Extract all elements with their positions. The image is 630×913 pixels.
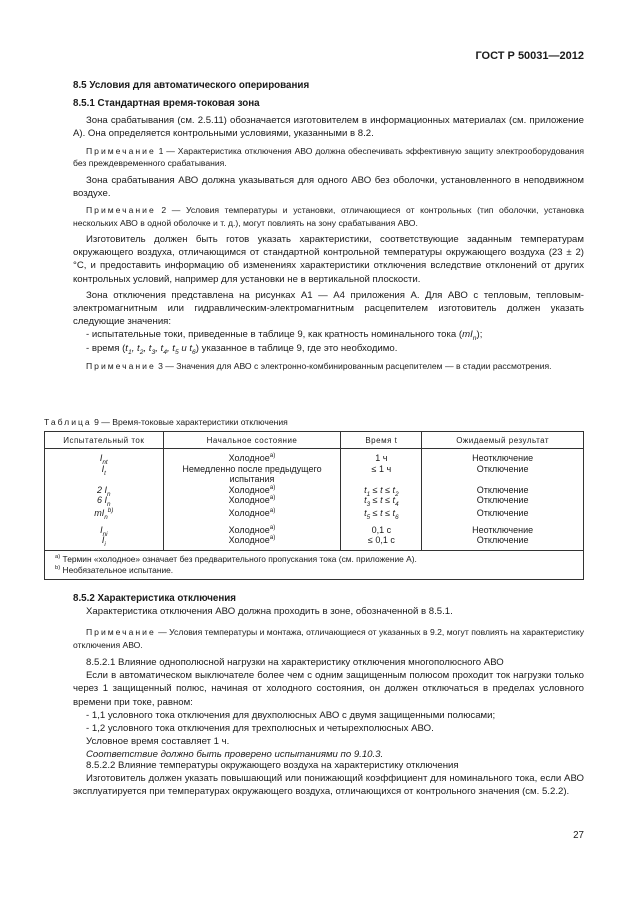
list-item: - 1,1 условного тока отключения для двухполюсных АВО с двумя защищенными полюсами; [86, 709, 496, 721]
caption-text: 9 — Время-токовые характеристики отключения [91, 417, 288, 427]
section-8-5-2-1 [73, 656, 584, 762]
caption-label: Таблица [44, 417, 92, 427]
note-text: 2 — Условия температуры и установки, отличающиеся от контрольных (тип оболочки, установка нескольких АВО в одной оболочке и т. д.), могут повлиять на зону срабатывания АВО. [73, 205, 584, 228]
footnotes-cell [45, 550, 584, 579]
table-caption [44, 416, 555, 429]
note-text: 1 — Характеристика отключения АВО должна обеспечивать эффективную защиту электрооборудования без преждевременного срабатывания. [73, 145, 584, 169]
note [73, 626, 584, 651]
paragraph: Характеристика отключения АВО должна проходить в зоне, обозначенной в 8.5.1. [86, 606, 453, 618]
footnote: $^{а)}$ Термин «холодное» означает без предварительного пропускания тока (см. приложение А). [55, 553, 417, 564]
initial-state-cell: Холодное$^{а)}$ Немедленно после предыдущего испытания Холодное$^{а)}$ Холодное$^{а)}$ Холодное$^{а)}$ Холодное$^{а)}$ Холодное$^{а)}$ [163, 449, 341, 551]
list-item: - 1,2 условного тока отключения для трехполюсных и четырехполюсных АВО. [86, 723, 434, 735]
test-current-cell: $I_{nt}$ $I_t$ 2 $I_n$ 6 $I_n$ $mI_n^{b)}$ $I_{ni}$ $I_i$ [45, 449, 164, 551]
note-label: Примечание [86, 627, 156, 638]
paragraph: Если в автоматическом выключателе более чем с одним защищенным полюсом проходит ток нагрузки только через 1 защищенный полюс, начиная от холодного состояния, он должен отключаться в пределах условного времени при токе, равном: [73, 670, 584, 708]
result-value: Отключение [476, 535, 529, 546]
page-number: 27 [573, 830, 584, 841]
list-text: ) указанное в таблице 9, где это необходимо. [195, 342, 398, 354]
list-item [73, 342, 584, 355]
heading: 8.5.2.1 Влияние однополюсной нагрузки на характеристику отключения многополюсного АВО [86, 657, 504, 668]
heading: 8.5 Условия для автоматического оперирования [73, 80, 310, 91]
heading: 8.5.1 Стандартная время-токовая зона [73, 98, 260, 109]
table-header-row [45, 432, 584, 449]
note [73, 145, 584, 170]
paragraph: Соответствие должно быть проверено испытаниями по 9.10.3. [86, 749, 384, 761]
result-value: Неотключение [472, 524, 534, 535]
paragraph: Зона отключения представлена на рисунках А1 — А4 приложения А. Для АВО с тепловым, тепловым-электромагнитным или гидравлическим-электромагнитным расцепителем изготовитель должен указать следующие значения: [73, 289, 584, 328]
note [73, 360, 584, 373]
result-cell [422, 449, 584, 551]
column-header: Начальное состояние [163, 432, 341, 449]
table-footnotes [45, 550, 584, 579]
time-symbols: $t_1$, $t_2$, $t_3$, $t_4$, $t_5$ и $t_6$ [125, 342, 196, 356]
result-value: Неотключение [472, 453, 534, 463]
footnote-text: Необязательное испытание. [62, 564, 174, 575]
note-label: Примечание [86, 360, 156, 371]
note-text: 3 — Значения для АВО с электронно-комбинированным расцепителем — в стадии рассмотрения. [155, 360, 552, 371]
note-label: Примечание [86, 205, 156, 216]
column-header: Ожидаемый результат [422, 432, 584, 449]
result-value: Отключение [476, 484, 529, 495]
result-value: Отключение [476, 463, 529, 474]
note-label: Примечание [86, 145, 156, 156]
column-header: Время t [341, 432, 422, 449]
note-text: — Условия температуры и монтажа, отличающиеся от указанных в 9.2, могут повлиять на характеристику отключения АВО. [73, 627, 584, 650]
paragraph: Условное время составляет 1 ч. [86, 736, 230, 748]
time-current-table [44, 431, 584, 580]
document-id: ГОСТ Р 50031—2012 [475, 50, 584, 62]
paragraph: Зона срабатывания (см. 2.5.11) обозначается изготовителем в информационных материалах (см. приложение А). Она определяется контрольными условиями, указанными в 8.2. [73, 115, 584, 140]
paragraph: Изготовитель должен указать повышающий или понижающий коэффициент для номинального тока, если АВО эксплуатируется при температурах окружающего воздуха, отличающихся от контрольного значения (см. 5.2.2). [73, 773, 584, 798]
list-text: - испытательные токи, приведенные в таблице 9, как кратность номинального тока ( [86, 329, 463, 341]
footnote-text: Термин «холодное» означает без предварительного пропускания тока (см. приложение А). [62, 553, 417, 564]
formula: mI [462, 329, 473, 341]
list-text: ); [476, 329, 483, 341]
section-8-5-2 [73, 592, 584, 651]
time-cell: 1 ч ≤ 1 ч $t_1 \le t \le t_2$ $t_3 \le t \le t_4$ $t_5 \le t \le t_6$ 0,1 с ≤ 0,1 с [341, 449, 422, 551]
section-8-5-title [73, 79, 584, 92]
paragraph: Изготовитель должен быть готов указать характеристики, соответствующие заданным температурам окружающего воздуха, отличающимся от стандартной контрольной температуры окружающего воздуха (23 ± 2) °С, и предоставить информацию об изменениях характеристики отключения вследствие отклонений от других контрольных условий, например для установки не в вертикальной плоскости. [73, 234, 584, 285]
footnote: $^{b)}$ Необязательное испытание. [55, 564, 174, 575]
list-text: - время ( [86, 342, 126, 354]
heading: 8.5.2 Характеристика отключения [73, 593, 236, 604]
table-body-row [45, 449, 584, 551]
result-value: Отключение [476, 507, 529, 518]
list-item [73, 328, 584, 341]
result-value: Отключение [476, 495, 529, 506]
formula-subscript: n [472, 335, 477, 343]
note [73, 204, 584, 229]
column-header: Испытательный ток [45, 432, 164, 449]
section-8-5-2-2 [73, 759, 584, 799]
section-8-5-1 [73, 97, 584, 372]
paragraph: Зона срабатывания АВО должна указываться для одного АВО без оболочки, установленного в неподвижном воздухе. [73, 174, 584, 199]
heading: 8.5.2.2 Влияние температуры окружающего воздуха на характеристику отключения [86, 760, 459, 771]
